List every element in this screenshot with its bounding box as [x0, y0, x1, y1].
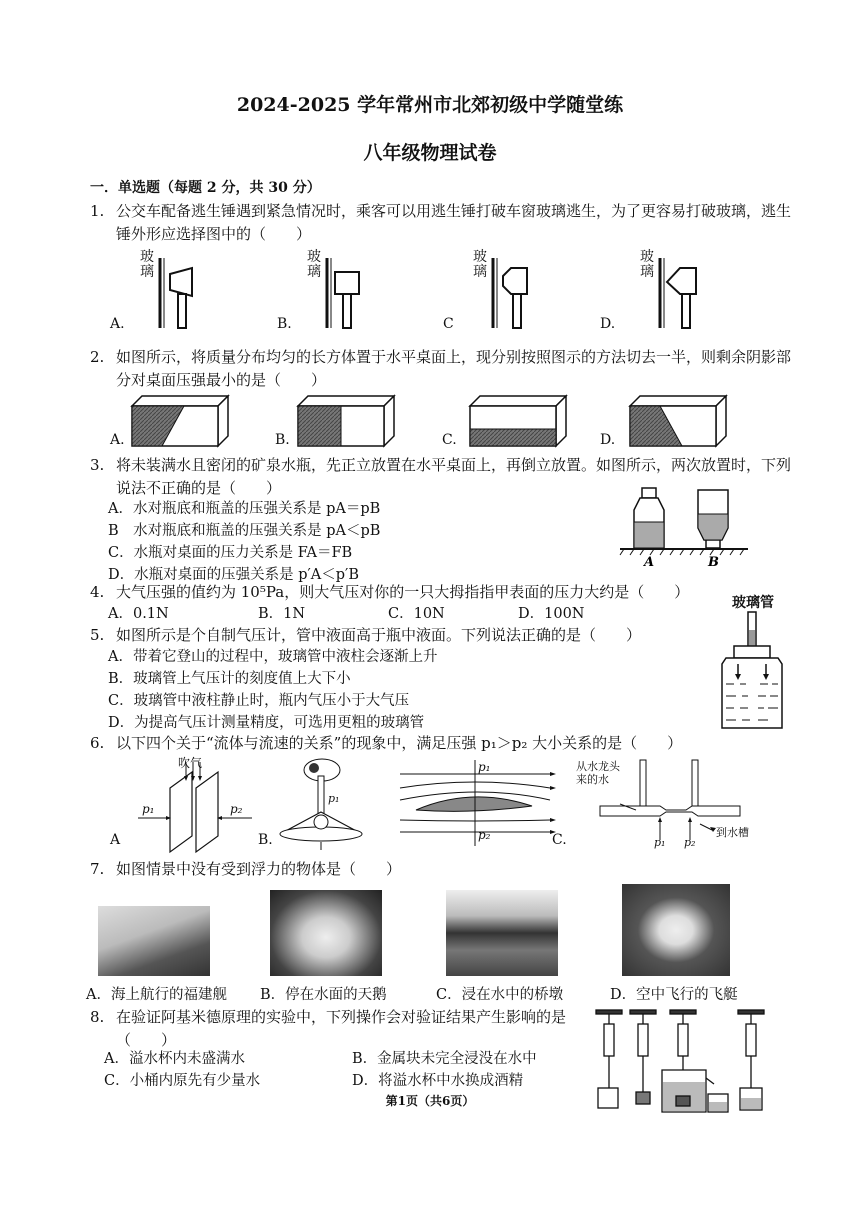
p1-label-c: p₁: [478, 760, 491, 774]
bottle-label-b: B: [708, 555, 719, 570]
barometer-figure: [712, 612, 792, 734]
page-title: 2024-2025 学年常州市北郊初级中学随堂练: [236, 94, 624, 116]
caption-d: D．空中飞行的飞艇: [610, 987, 738, 1003]
q6-figures: [100, 756, 780, 852]
question-6: [0, 732, 760, 755]
cuboid-b: [298, 396, 394, 446]
glass-label-b: 玻璃: [307, 249, 321, 280]
faucet-label: 从水龙头 来的水: [576, 760, 620, 786]
q8-options: [104, 1048, 584, 1094]
option-label-b: B.: [277, 316, 292, 332]
p2-label-c: p₂: [478, 828, 491, 842]
question-8: [0, 1006, 600, 1052]
glass-label-a: 玻璃: [140, 249, 154, 280]
question-4: [0, 581, 700, 604]
option-label-c: C: [443, 316, 454, 332]
question-number: 6.: [90, 734, 105, 752]
caption-a: A．海上航行的福建舰: [86, 987, 227, 1003]
p2-label-d: p₂: [684, 836, 696, 849]
option-label-b: B.: [275, 432, 290, 448]
option-a: A．溢水杯内未盛满水: [104, 1051, 245, 1067]
question-text: 公交车配备逃生锤遇到紧急情况时，乘客可以用逃生锤打破车窗玻璃逃生，为了更容易打破玻璃，逃生锤外形应选择图中的（ ）: [116, 202, 792, 243]
hammer-b: [327, 258, 359, 328]
q1-figures: [100, 250, 740, 340]
section-heading: 一．单选题（每题 2 分，共 30 分）: [90, 180, 321, 196]
question-number: 4.: [90, 583, 105, 601]
caption-b: B．停在水面的天鹅: [260, 987, 387, 1003]
hammer-c: [493, 258, 527, 328]
option-b: B．玻璃管上气压计的刻度值上大下小: [108, 671, 351, 687]
option-b: B．金属块未完全浸没在水中: [352, 1051, 537, 1067]
question-number: 7.: [90, 860, 105, 878]
option-label-a: A.: [110, 432, 125, 448]
q7-captions: [86, 984, 786, 1006]
sink-label: 到水槽: [716, 826, 749, 839]
question-7: [0, 858, 700, 881]
question-text: 大气压强的值约为 10⁵Pa，则大气压对你的一只大拇指指甲表面的压力大约是（ ）: [116, 583, 690, 601]
blow-label: 吹气: [178, 756, 203, 770]
option-d: D．100N: [518, 606, 585, 622]
option-d: D．为提高气压计测量精度，可选用更粗的玻璃管: [108, 715, 425, 731]
bottle-figure: [620, 486, 750, 568]
hammer-d: [660, 258, 696, 328]
page-subtitle: 八年级物理试卷: [363, 142, 497, 164]
q3-options: [108, 498, 588, 586]
question-text: 在验证阿基米德原理的实验中，下列操作会对验证结果产生影响的是（ ）: [116, 1008, 567, 1049]
option-label-c: C.: [442, 432, 457, 448]
question-5: [0, 624, 700, 647]
option-a: A．0.1N: [108, 606, 169, 622]
option-d: D．水瓶对桌面的压强关系是 p′A＜p′B: [108, 567, 360, 583]
question-text: 如图所示是个自制气压计，管中液面高于瓶中液面。下列说法正确的是（ ）: [116, 626, 642, 644]
question-number: 2.: [90, 348, 105, 366]
question-text: 将未装满水且密闭的矿泉水瓶，先正立放置在水平桌面上，再倒立放置。如图所示，两次放置时，下列说法不正确的是（ ）: [116, 456, 792, 497]
option-c: C．小桶内原先有少量水: [104, 1073, 261, 1089]
caption-c: C．浸在水中的桥墩: [436, 987, 564, 1003]
option-c: C．水瓶对桌面的压力关系是 FA＝FB: [108, 545, 353, 561]
airship-photo: [622, 884, 730, 976]
cuboid-d: [630, 396, 726, 446]
question-2: [0, 346, 860, 392]
option-d: D．将溢水杯中水换成酒精: [352, 1073, 524, 1089]
page-footer: 第1页（共6页）: [385, 1094, 475, 1108]
option-b: B．1N: [258, 606, 306, 622]
question-number: 8.: [90, 1008, 105, 1026]
question-number: 3.: [90, 456, 105, 474]
bottle-label-a: A: [644, 555, 655, 570]
option-label-c: C.: [552, 832, 567, 848]
cuboid-a: [132, 396, 228, 446]
p2-label-a: p₂: [230, 802, 243, 816]
q5-options: [108, 646, 628, 734]
option-label-b: B.: [258, 832, 273, 848]
question-1: [0, 200, 860, 250]
figure-b-funnel: [280, 759, 362, 850]
cuboid-figures: [100, 392, 740, 450]
option-label-a: A: [110, 832, 121, 848]
hammer-a: [160, 258, 192, 328]
glass-label-c: 玻璃: [473, 249, 487, 280]
p1-label-d: p₁: [654, 836, 666, 849]
option-a: A．带着它登山的过程中，玻璃管中液柱会逐渐上升: [108, 649, 438, 665]
question-number: 1.: [90, 202, 105, 220]
q4-options: [108, 603, 708, 625]
aircraft-carrier-photo: [98, 906, 210, 976]
glass-label-d: 玻璃: [640, 249, 654, 280]
option-label-a: A.: [110, 316, 125, 332]
q2-figures: [100, 392, 740, 450]
p1-label-a: p₁: [142, 802, 155, 816]
option-c: C．10N: [388, 606, 445, 622]
question-text: 如图情景中没有受到浮力的物体是（ ）: [116, 860, 402, 878]
question-number: 5.: [90, 626, 105, 644]
question-text: 以下四个关于“流体与流速的关系”的现象中，满足压强 p₁＞p₂ 大小关系的是（ ）: [116, 734, 683, 752]
question-text: 如图所示，将质量分布均匀的长方体置于水平桌面上，现分别按照图示的方法切去一半，则剩余阴影部分对桌面压强最小的是（ ）: [116, 348, 792, 389]
option-b: B 水对瓶底和瓶盖的压强关系是 pA＜pB: [108, 523, 381, 539]
option-label-d: D.: [600, 432, 616, 448]
option-c: C．玻璃管中液柱静止时，瓶内气压小于大气压: [108, 693, 410, 709]
glass-tube-label: 玻璃管: [732, 595, 774, 611]
option-label-d: D.: [600, 316, 616, 332]
swans-photo: [270, 890, 382, 976]
bridge-pier-photo: [446, 890, 558, 976]
cuboid-c: [470, 396, 566, 446]
option-a: A．水对瓶底和瓶盖的压强关系是 pA＝pB: [108, 501, 381, 517]
p1-label-b: p₁: [328, 792, 340, 805]
